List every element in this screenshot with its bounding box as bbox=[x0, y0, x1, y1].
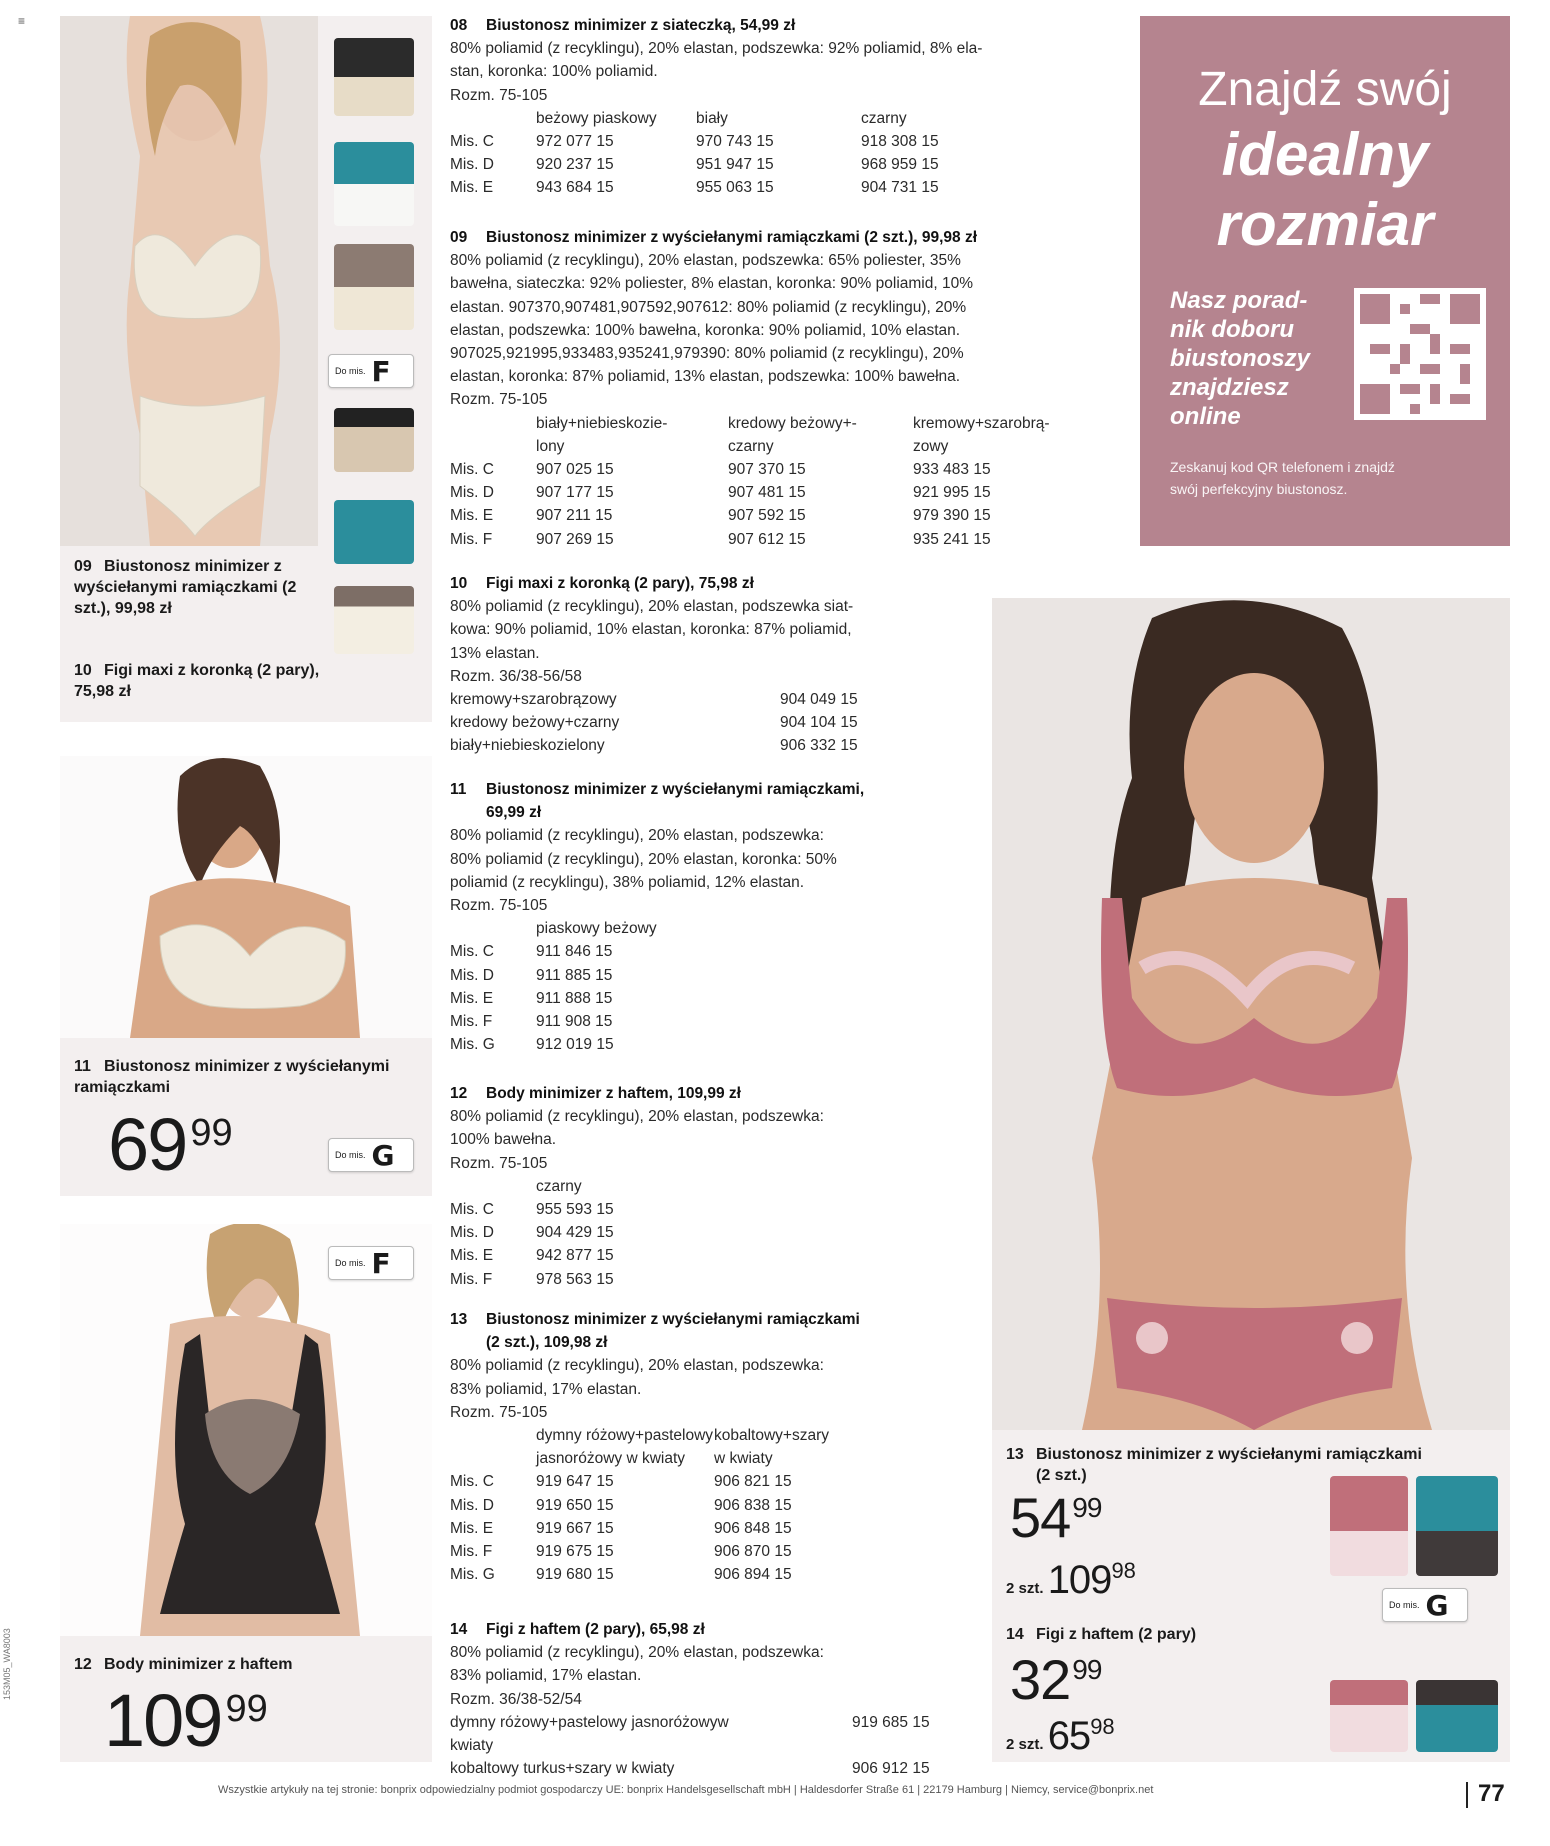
product-description-line: 83% poliamid, 17% elastan. bbox=[450, 1667, 642, 1685]
product-description-line: elastan. 907370,907481,907592,907612: 80% poliamid (z recyklingu), 20% bbox=[450, 298, 967, 316]
price-12: 109 $^{99}$ bbox=[104, 1679, 268, 1762]
article-number: 942 877 15 bbox=[536, 1247, 614, 1265]
variant-color: dymny różowy+pastelowy jasnoróżowyw kwiaty bbox=[450, 1713, 729, 1755]
panel-item-11: 11 Biustonosz minimizer z wyściełanymi ramiączkami bbox=[74, 1058, 390, 1096]
product-description-line: 80% poliamid (z recyklingu), 20% elastan, podszewka: bbox=[450, 1108, 824, 1126]
product-block-12 bbox=[450, 1082, 826, 1291]
panel-item-10: 10 Figi maxi z koronką (2 pary), 75,98 zł bbox=[74, 662, 320, 700]
cup-label: Mis. E bbox=[450, 1519, 494, 1537]
size-row bbox=[450, 1517, 944, 1540]
article-number: 907 025 15 bbox=[536, 461, 614, 479]
product-description-line: 907025,921995,933483,935241,979390: 80% poliamid (z recyklingu), 20% bbox=[450, 345, 964, 363]
size-row bbox=[450, 1268, 826, 1291]
product-block-08 bbox=[450, 14, 1001, 200]
cup-label: Mis. D bbox=[450, 1496, 494, 1514]
variant-row bbox=[450, 688, 858, 711]
size-range: Rozm. 75-105 bbox=[450, 1403, 548, 1421]
variant-row bbox=[450, 711, 858, 734]
product-block-14 bbox=[450, 1618, 930, 1780]
cup-label: Mis. E bbox=[450, 1247, 494, 1265]
product-description-line: 80% poliamid (z recyklingu), 20% elastan, koronka: 50% bbox=[450, 850, 837, 868]
article-number: 911 888 15 bbox=[536, 989, 613, 1007]
color-header-row bbox=[450, 435, 1073, 458]
article-number: 979 390 15 bbox=[913, 507, 991, 525]
page-divider bbox=[1466, 1782, 1468, 1808]
article-number: 906 332 15 bbox=[780, 737, 858, 755]
article-number: 951 947 15 bbox=[696, 156, 774, 174]
color-header: biały+niebieskozie- bbox=[536, 414, 668, 432]
article-number: 911 846 15 bbox=[536, 943, 613, 961]
product-heading: 08 Biustonosz minimizer z siateczką, 54,99 zł bbox=[450, 17, 796, 34]
thumb-bra-teal-grey[interactable] bbox=[1416, 1476, 1498, 1576]
variant-row bbox=[450, 1711, 930, 1757]
size-row bbox=[450, 458, 1073, 481]
variant-color: kredowy beżowy+czarny bbox=[450, 714, 620, 732]
article-number: 955 063 15 bbox=[696, 179, 774, 197]
size-range: Rozm. 36/38-56/58 bbox=[450, 667, 582, 685]
color-header: piaskowy beżowy bbox=[536, 920, 657, 938]
cup-label: Mis. E bbox=[450, 989, 494, 1007]
size-row bbox=[450, 1563, 944, 1586]
article-number: 911 885 15 bbox=[536, 966, 613, 984]
size-row bbox=[450, 1198, 826, 1221]
size-row bbox=[450, 987, 864, 1010]
size-row bbox=[450, 1470, 944, 1493]
cup-label: Mis. F bbox=[450, 1270, 493, 1288]
promo-line2: idealny bbox=[1221, 121, 1429, 188]
variant-color: kremowy+szarobrązowy bbox=[450, 691, 617, 709]
color-header: czarny bbox=[536, 1177, 582, 1195]
color-header: kremowy+szarobrą- bbox=[913, 414, 1050, 432]
cup-label: Mis. C bbox=[450, 133, 494, 151]
panel-item-12: 12 Body minimizer z haftem bbox=[74, 1656, 293, 1673]
article-number: 943 684 15 bbox=[536, 179, 614, 197]
product-description-line: 100% bawełna. bbox=[450, 1131, 556, 1149]
cup-label: Mis. F bbox=[450, 1013, 493, 1031]
article-number: 907 269 15 bbox=[536, 530, 614, 548]
article-number: 972 077 15 bbox=[536, 133, 614, 151]
size-row bbox=[450, 153, 1001, 176]
thumb-brief-teal[interactable] bbox=[1416, 1680, 1498, 1752]
article-number: 919 685 15 bbox=[852, 1713, 930, 1731]
article-number: 904 049 15 bbox=[780, 691, 858, 709]
qr-pattern bbox=[1360, 294, 1480, 414]
panel-item-14: 14 Figi z haftem (2 pary) bbox=[1006, 1626, 1197, 1643]
article-number: 907 177 15 bbox=[536, 484, 614, 502]
cup-size-badge-f: Do mis. F bbox=[328, 354, 414, 388]
cup-label: Mis. D bbox=[450, 1224, 494, 1242]
product-description-line: kowa: 90% poliamid, 10% elastan, koronka: 87% poliamid, bbox=[450, 621, 852, 639]
article-number: 906 838 15 bbox=[714, 1496, 792, 1514]
size-row bbox=[450, 504, 1073, 527]
article-number: 918 308 15 bbox=[861, 133, 939, 151]
variant-color: kobaltowy turkus+szary w kwiaty bbox=[450, 1760, 675, 1778]
color-header: czarny bbox=[861, 109, 907, 127]
color-header: kredowy beżowy+- bbox=[728, 414, 857, 432]
size-row bbox=[450, 1540, 944, 1563]
thumb-bra-teal-white[interactable] bbox=[334, 142, 414, 226]
footer-legal: Wszystkie artykuły na tej stronie: bonprix odpowiedzialny podmiot gospodarczy UE: bonprix Handelsgesellschaft mbH | Haldesdorfer Straße 61 | 22179 Hamburg | Niemcy, service@bonprix.net bbox=[218, 1784, 1154, 1796]
article-number: 912 019 15 bbox=[536, 1036, 614, 1054]
product-panel-09-10 bbox=[60, 16, 432, 722]
product-description-line: 80% poliamid (z recyklingu), 20% elastan, podszewka: bbox=[450, 1644, 824, 1662]
price-13-two-pack: 2 szt. $109^{98}$ bbox=[1006, 1558, 1136, 1602]
color-header-row bbox=[450, 107, 1001, 130]
product-block-09 bbox=[450, 226, 1073, 551]
article-number: 919 650 15 bbox=[536, 1496, 614, 1514]
cup-label: Mis. D bbox=[450, 484, 494, 502]
cup-size-badge-f: Do mis. F bbox=[328, 1246, 414, 1280]
product-block-13 bbox=[450, 1308, 944, 1586]
cup-label: Mis. E bbox=[450, 507, 494, 525]
article-number: 911 908 15 bbox=[536, 1013, 613, 1031]
product-heading: 09 Biustonosz minimizer z wyściełanymi ramiączkami (2 szt.), 99,98 zł bbox=[450, 229, 978, 246]
color-header-row bbox=[450, 917, 864, 940]
model-photo-bra-13 bbox=[992, 598, 1510, 1430]
article-number: 906 894 15 bbox=[714, 1566, 792, 1584]
cup-label: Mis. E bbox=[450, 179, 494, 197]
cup-label: Mis. C bbox=[450, 1201, 494, 1219]
panel-item-09: 09 Biustonosz minimizer z wyściełanymi ramiączkami (2 szt.), 99,98 zł bbox=[74, 558, 297, 617]
product-description-line: 80% poliamid (z recyklingu), 20% elastan, podszewka: bbox=[450, 1357, 824, 1375]
article-number: 919 667 15 bbox=[536, 1519, 614, 1537]
page-number: 77 bbox=[1478, 1780, 1505, 1807]
article-number: 907 211 15 bbox=[536, 507, 613, 525]
product-description-line: elastan, koronka: 87% poliamid, 13% elastan, podszewka: 100% bawełna. bbox=[450, 368, 961, 386]
size-guide-promo bbox=[1140, 16, 1510, 546]
product-description-line: poliamid (z recyklingu), 38% poliamid, 12% elastan. bbox=[450, 873, 805, 891]
product-description-line: bawełna, siateczka: 92% poliester, 8% elastan, koronka: 90% poliamid, 10% bbox=[450, 275, 973, 293]
variant-row bbox=[450, 1757, 930, 1780]
color-header: beżowy piaskowy bbox=[536, 109, 657, 127]
product-panel-13-14 bbox=[992, 598, 1510, 1762]
size-range: Rozm. 75-105 bbox=[450, 391, 548, 409]
cup-label: Mis. D bbox=[450, 156, 494, 174]
size-row bbox=[450, 1033, 864, 1056]
variant-row bbox=[450, 734, 858, 757]
color-header: w kwiaty bbox=[714, 1450, 773, 1468]
product-description-line: 80% poliamid (z recyklingu), 20% elastan, podszewka: 92% poliamid, 8% ela- bbox=[450, 40, 983, 58]
model-photo-bra-09 bbox=[60, 16, 318, 546]
thumb-bra-black-beige[interactable] bbox=[334, 38, 414, 116]
article-number: 904 731 15 bbox=[861, 179, 939, 197]
article-number: 904 429 15 bbox=[536, 1224, 614, 1242]
product-description-line: stan, koronka: 100% poliamid. bbox=[450, 63, 658, 81]
color-header: dymny różowy+pastelowy bbox=[536, 1427, 714, 1445]
thumb-brief-rose[interactable] bbox=[1330, 1680, 1408, 1752]
color-header-row bbox=[450, 1424, 944, 1447]
product-heading: 13 Biustonosz minimizer z wyściełanymi ramiączkami bbox=[450, 1311, 860, 1328]
article-number: 906 848 15 bbox=[714, 1519, 792, 1537]
article-number: 906 870 15 bbox=[714, 1543, 792, 1561]
price-11: 69 $^{99}$ bbox=[108, 1103, 233, 1186]
size-row bbox=[450, 528, 1073, 551]
size-row bbox=[450, 1244, 826, 1267]
product-heading-cont: 69,99 zł bbox=[486, 804, 542, 822]
article-number: 907 592 15 bbox=[728, 507, 806, 525]
color-header-row bbox=[450, 1447, 944, 1470]
promo-line3: rozmiar bbox=[1216, 191, 1434, 258]
cup-label: Mis. G bbox=[450, 1036, 495, 1054]
color-header: lony bbox=[536, 437, 565, 455]
cup-size-badge-g: Do mis. G bbox=[328, 1138, 414, 1172]
size-range: Rozm. 75-105 bbox=[450, 1154, 548, 1172]
size-row bbox=[450, 1010, 864, 1033]
model-photo-body-12 bbox=[60, 1224, 432, 1636]
article-number: 921 995 15 bbox=[913, 484, 991, 502]
article-number: 906 821 15 bbox=[714, 1473, 792, 1491]
thumb-brief-teal[interactable] bbox=[334, 500, 414, 564]
cup-label: Mis. C bbox=[450, 461, 494, 479]
product-panel-11 bbox=[60, 756, 432, 1196]
size-row bbox=[450, 481, 1073, 504]
qr-code-icon[interactable] bbox=[1354, 288, 1486, 420]
product-description-line: elastan, podszewka: 100% bawełna, koronka: 90% poliamid, 10% elastan. bbox=[450, 321, 961, 339]
article-number: 935 241 15 bbox=[913, 530, 991, 548]
article-number: 978 563 15 bbox=[536, 1270, 614, 1288]
cup-label: Mis. D bbox=[450, 966, 494, 984]
product-description-line: 80% poliamid (z recyklingu), 20% elastan, podszewka siat- bbox=[450, 598, 854, 616]
cup-label: Mis. F bbox=[450, 530, 493, 548]
product-description-line: 80% poliamid (z recyklingu), 20% elastan, podszewka: bbox=[450, 827, 824, 845]
product-description-line: 80% poliamid (z recyklingu), 20% elastan, podszewka: 65% poliester, 35% bbox=[450, 252, 961, 270]
color-header: czarny bbox=[728, 437, 774, 455]
size-row bbox=[450, 940, 864, 963]
panel-item-13: 13 Biustonosz minimizer z wyściełanymi ramiączkami (2 szt.) bbox=[1006, 1446, 1422, 1484]
product-heading: 11 Biustonosz minimizer z wyściełanymi ramiączkami, bbox=[450, 781, 865, 798]
product-heading: 10 Figi maxi z koronką (2 pary), 75,98 zł bbox=[450, 575, 754, 592]
size-range: Rozm. 75-105 bbox=[450, 86, 548, 104]
product-description-line: 83% poliamid, 17% elastan. bbox=[450, 1380, 642, 1398]
product-heading: 14 Figi z haftem (2 pary), 65,98 zł bbox=[450, 1621, 705, 1638]
side-code: 153M05_WA8003 bbox=[2, 1628, 12, 1700]
color-header: kobaltowy+szary bbox=[714, 1427, 830, 1445]
price-13: $54^{99}$ bbox=[1010, 1486, 1102, 1549]
size-row bbox=[450, 964, 864, 987]
article-number: 907 481 15 bbox=[728, 484, 806, 502]
price-14: $32^{99}$ bbox=[1010, 1648, 1102, 1711]
product-description-line: 13% elastan. bbox=[450, 644, 540, 662]
size-row bbox=[450, 1494, 944, 1517]
color-header: biały bbox=[696, 109, 728, 127]
article-number: 904 104 15 bbox=[780, 714, 858, 732]
article-number: 919 675 15 bbox=[536, 1543, 614, 1561]
cup-label: Mis. F bbox=[450, 1543, 493, 1561]
cup-label: Mis. G bbox=[450, 1566, 495, 1584]
article-number: 955 593 15 bbox=[536, 1201, 614, 1219]
cup-label: Mis. C bbox=[450, 943, 494, 961]
thumb-bra-taupe-cream[interactable] bbox=[334, 244, 414, 330]
article-number: 970 743 15 bbox=[696, 133, 774, 151]
article-number: 968 959 15 bbox=[861, 156, 939, 174]
size-row bbox=[450, 176, 1001, 199]
article-number: 907 370 15 bbox=[728, 461, 806, 479]
article-number: 920 237 15 bbox=[536, 156, 614, 174]
color-header-row bbox=[450, 412, 1073, 435]
corner-mark: ≡ bbox=[18, 14, 26, 28]
article-number: 906 912 15 bbox=[852, 1760, 930, 1778]
article-number: 919 647 15 bbox=[536, 1473, 614, 1491]
cup-label: Mis. C bbox=[450, 1473, 494, 1491]
promo-subtext: Nasz porad- nik doboru biustonoszy znajdziesz online bbox=[1170, 287, 1311, 430]
product-block-11 bbox=[450, 778, 864, 1056]
color-header: zowy bbox=[913, 437, 949, 455]
model-photo-bra-11 bbox=[60, 756, 432, 1038]
cup-size-badge-g: Do mis. G bbox=[1382, 1588, 1468, 1622]
product-heading-cont: (2 szt.), 109,98 zł bbox=[486, 1334, 608, 1352]
product-heading: 12 Body minimizer z haftem, 109,99 zł bbox=[450, 1085, 741, 1102]
thumb-brief-black-beige[interactable] bbox=[334, 408, 414, 472]
product-block-10 bbox=[450, 572, 858, 758]
thumb-brief-taupe-cream[interactable] bbox=[334, 586, 414, 654]
thumb-bra-rose[interactable] bbox=[1330, 1476, 1408, 1576]
article-number: 919 680 15 bbox=[536, 1566, 614, 1584]
size-row bbox=[450, 130, 1001, 153]
size-row bbox=[450, 1221, 826, 1244]
price-14-two-pack: 2 szt. $65^{98}$ bbox=[1006, 1714, 1115, 1758]
product-panel-12 bbox=[60, 1224, 432, 1762]
promo-line1: Znajdź swój bbox=[1198, 63, 1452, 116]
promo-scan-text: Zeskanuj kod QR telefonem i znajdź swój perfekcyjny biustonosz. bbox=[1170, 459, 1395, 497]
size-range: Rozm. 36/38-52/54 bbox=[450, 1690, 582, 1708]
variant-color: biały+niebieskozielony bbox=[450, 737, 605, 755]
size-range: Rozm. 75-105 bbox=[450, 897, 548, 915]
article-number: 933 483 15 bbox=[913, 461, 991, 479]
article-number: 907 612 15 bbox=[728, 530, 806, 548]
color-header: jasnoróżowy w kwiaty bbox=[536, 1450, 686, 1468]
color-header-row bbox=[450, 1175, 826, 1198]
